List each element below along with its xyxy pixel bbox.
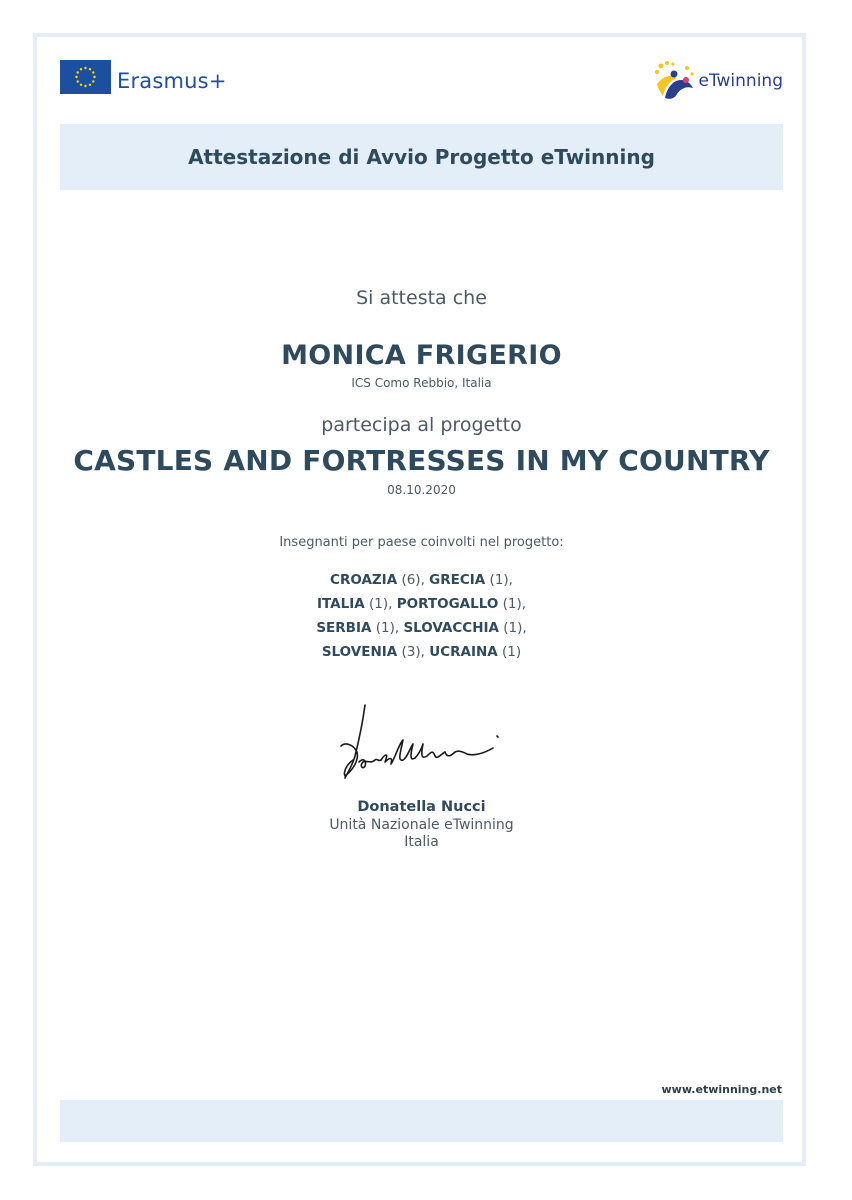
participant-school: ICS Como Rebbio, Italia xyxy=(351,376,492,390)
country-count: (1) xyxy=(489,572,509,588)
website-link[interactable]: www.etwinning.net xyxy=(661,1083,782,1096)
etwinning-mark-icon xyxy=(651,58,697,102)
project-date: 08.10.2020 xyxy=(387,483,456,497)
participation-text: partecipa al progetto xyxy=(321,414,522,436)
country-list xyxy=(60,568,783,664)
handwritten-signature xyxy=(333,700,508,786)
eu-flag-icon xyxy=(60,60,111,94)
certificate-title: Attestazione di Avvio Progetto eTwinning xyxy=(188,145,655,169)
country-name: SLOVACCHIA xyxy=(403,620,499,636)
country-count: (1) xyxy=(503,620,523,636)
erasmus-logo xyxy=(60,59,227,95)
country-name: CROAZIA xyxy=(330,572,398,588)
footer-band xyxy=(60,1100,783,1142)
country-name: SLOVENIA xyxy=(321,644,398,660)
country-count: (1) xyxy=(502,596,522,612)
country-count: (1) xyxy=(502,644,522,660)
country-name: UCRAINA xyxy=(429,644,498,660)
country-count: (3) xyxy=(401,644,421,660)
signer-organization: Unità Nazionale eTwinning xyxy=(329,817,514,833)
signer-name: Donatella Nucci xyxy=(357,799,486,815)
signer-unit xyxy=(60,817,783,851)
signer-country: Italia xyxy=(404,834,439,850)
country-name: SERBIA xyxy=(316,620,372,636)
erasmus-label: Erasmus+ xyxy=(117,69,227,93)
country-count: (1) xyxy=(375,620,395,636)
country-name: PORTOGALLO xyxy=(396,596,499,612)
country-count: (6) xyxy=(401,572,421,588)
country-line: CROAZIA (6), GRECIA (1), xyxy=(330,572,513,588)
project-title: CASTLES AND FORTRESSES IN MY COUNTRY xyxy=(73,444,770,477)
etwinning-label: eTwinning xyxy=(698,71,783,91)
etwinning-logo xyxy=(651,58,784,102)
country-name: GRECIA xyxy=(429,572,486,588)
participant-name: MONICA FRIGERIO xyxy=(281,340,562,371)
country-line: SERBIA (1), SLOVACCHIA (1), xyxy=(316,620,527,636)
title-band xyxy=(60,124,783,190)
country-line: ITALIA (1), PORTOGALLO (1), xyxy=(316,596,527,612)
country-line: SLOVENIA (3), UCRAINA (1) xyxy=(321,644,522,660)
country-count: (1) xyxy=(369,596,389,612)
teachers-label: Insegnanti per paese coinvolti nel progetto: xyxy=(279,535,564,550)
country-name: ITALIA xyxy=(316,596,365,612)
intro-text: Si attesta che xyxy=(356,287,487,309)
